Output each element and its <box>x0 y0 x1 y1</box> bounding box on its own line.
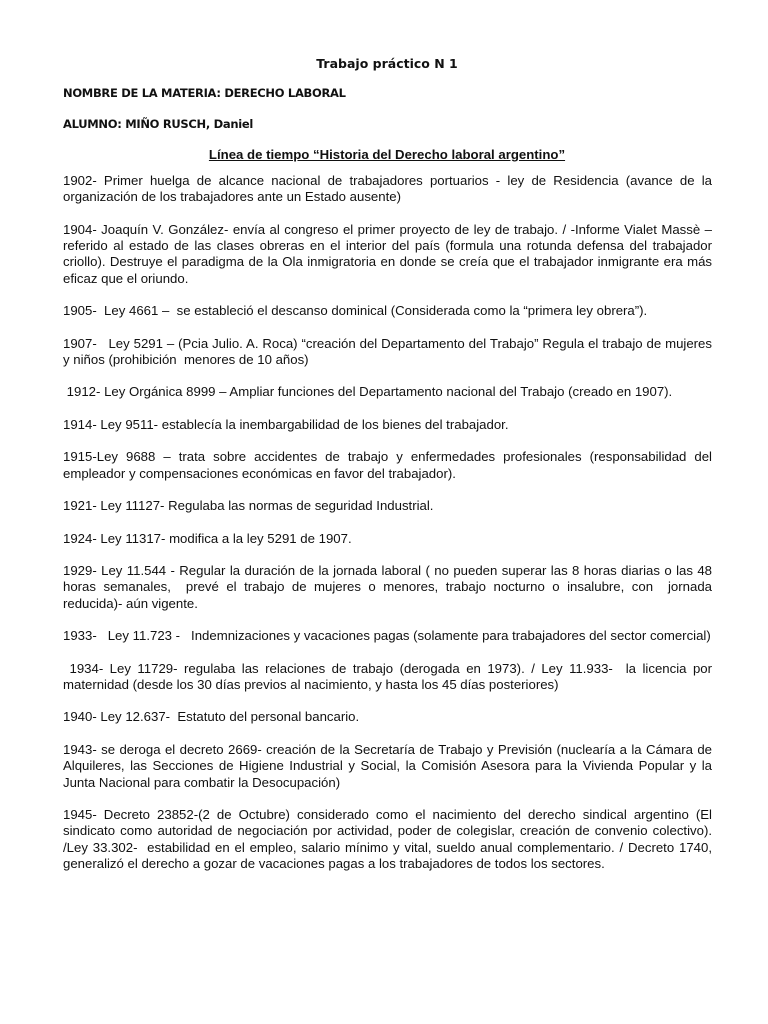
timeline-entry-1924: 1924- Ley 11317- modifica a la ley 5291 de 1907. <box>63 530 352 546</box>
timeline-entry-1915: 1915-Ley 9688 – trata sobre accidentes de trabajo y enfermedades profesionales (responsabilidad del empleador y compensaciones económicas en favor del trabajador). <box>63 449 716 481</box>
timeline-entry-1943: 1943- se deroga el decreto 2669- creación de la Secretaría de Trabajo y Previsión (nuclearía a la Cámara de Alquileres, las Secciones de Higiene Industrial y Social, la Comisión Asesora para la Vivienda Popular y la Junta Nacional para combatir la Desocupación) <box>63 741 716 790</box>
timeline-entry-1929: 1929- Ley 11.544 - Regular la duración de la jornada laboral ( no pueden superar las 8 horas diarias o las 48 horas semanales, prevé el trabajo de mujeres o menores, trabajo nocturno o insalubre, con jornada reducida)- aún vigente. <box>63 563 716 611</box>
timeline-entry-1912: 1912- Ley Orgánica 8999 – Ampliar funciones del Departamento nacional del Trabajo (creado en 1907). <box>63 384 673 400</box>
timeline-entry-1904: 1904- Joaquín V. González- envía al congreso el primer proyecto de ley de trabajo. / -Informe Vialet Massè –referido al estado de las clases obreras en el interior del país (formula una rotunda defensa del trabajador criollo). Destruye el paradigma de la Ola inmigratoria en donde se creía que el trabajador inmigrante era más eficaz que el oriundo. <box>63 221 716 286</box>
timeline-entry-1905: 1905- Ley 4661 – se estableció el descanso dominical (Considerada como la “primera ley obrera”). <box>63 303 648 319</box>
student-first-name: Daniel <box>209 117 254 131</box>
document-title: Trabajo práctico N 1 <box>316 56 458 71</box>
timeline-entry-1933: 1933- Ley 11.723 - Indemnizaciones y vacaciones pagas (solamente para trabajadores del sector comercial) <box>63 628 711 644</box>
timeline-entry-1934: 1934- Ley 11729- regulaba las relaciones de trabajo (derogada en 1973). / Ley 11.933- la licencia por maternidad (desde los 30 días previos al nacimiento, y hasta los 45 días posteriores) <box>63 660 716 692</box>
subject-line: NOMBRE DE LA MATERIA: DERECHO LABORAL <box>63 86 346 100</box>
student-label: ALUMNO: MIÑO RUSCH, <box>63 117 210 131</box>
timeline-entries <box>63 173 716 872</box>
timeline-entry-1945: 1945- Decreto 23852-(2 de Octubre) considerado como el nacimiento del derecho sindical argentino (El sindicato como autoridad de negociación por actividad, poder de colegislar, creación de convenio colectivo). /Ley 33.302- estabilidad en el empleo, salario mínimo y vital, sueldo anual complementario. / Decreto 1740, generalizó el derecho a gozar de vacaciones pagas a los trabajadores de todos los sectores. <box>63 807 716 871</box>
timeline-heading: Línea de tiempo “Historia del Derecho laboral argentino” <box>208 147 566 162</box>
timeline-entry-1914: 1914- Ley 9511- establecía la inembargabilidad de los bienes del trabajador. <box>63 416 509 432</box>
timeline-entry-1940: 1940- Ley 12.637- Estatuto del personal bancario. <box>63 709 360 725</box>
student-line <box>63 117 253 131</box>
timeline-entry-1902: 1902- Primer huelga de alcance nacional de trabajadores portuarios - ley de Residencia (avance de la organización de los trabajadores ante un Estado ausente) <box>63 173 716 205</box>
timeline-entry-1921: 1921- Ley 11127- Regulaba las normas de seguridad Industrial. <box>63 498 434 514</box>
timeline-entry-1907: 1907- Ley 5291 – (Pcia Julio. A. Roca) “creación del Departamento del Trabajo” Regula el trabajo de mujeres y niños (prohibición menores de 10 años) <box>63 335 716 367</box>
